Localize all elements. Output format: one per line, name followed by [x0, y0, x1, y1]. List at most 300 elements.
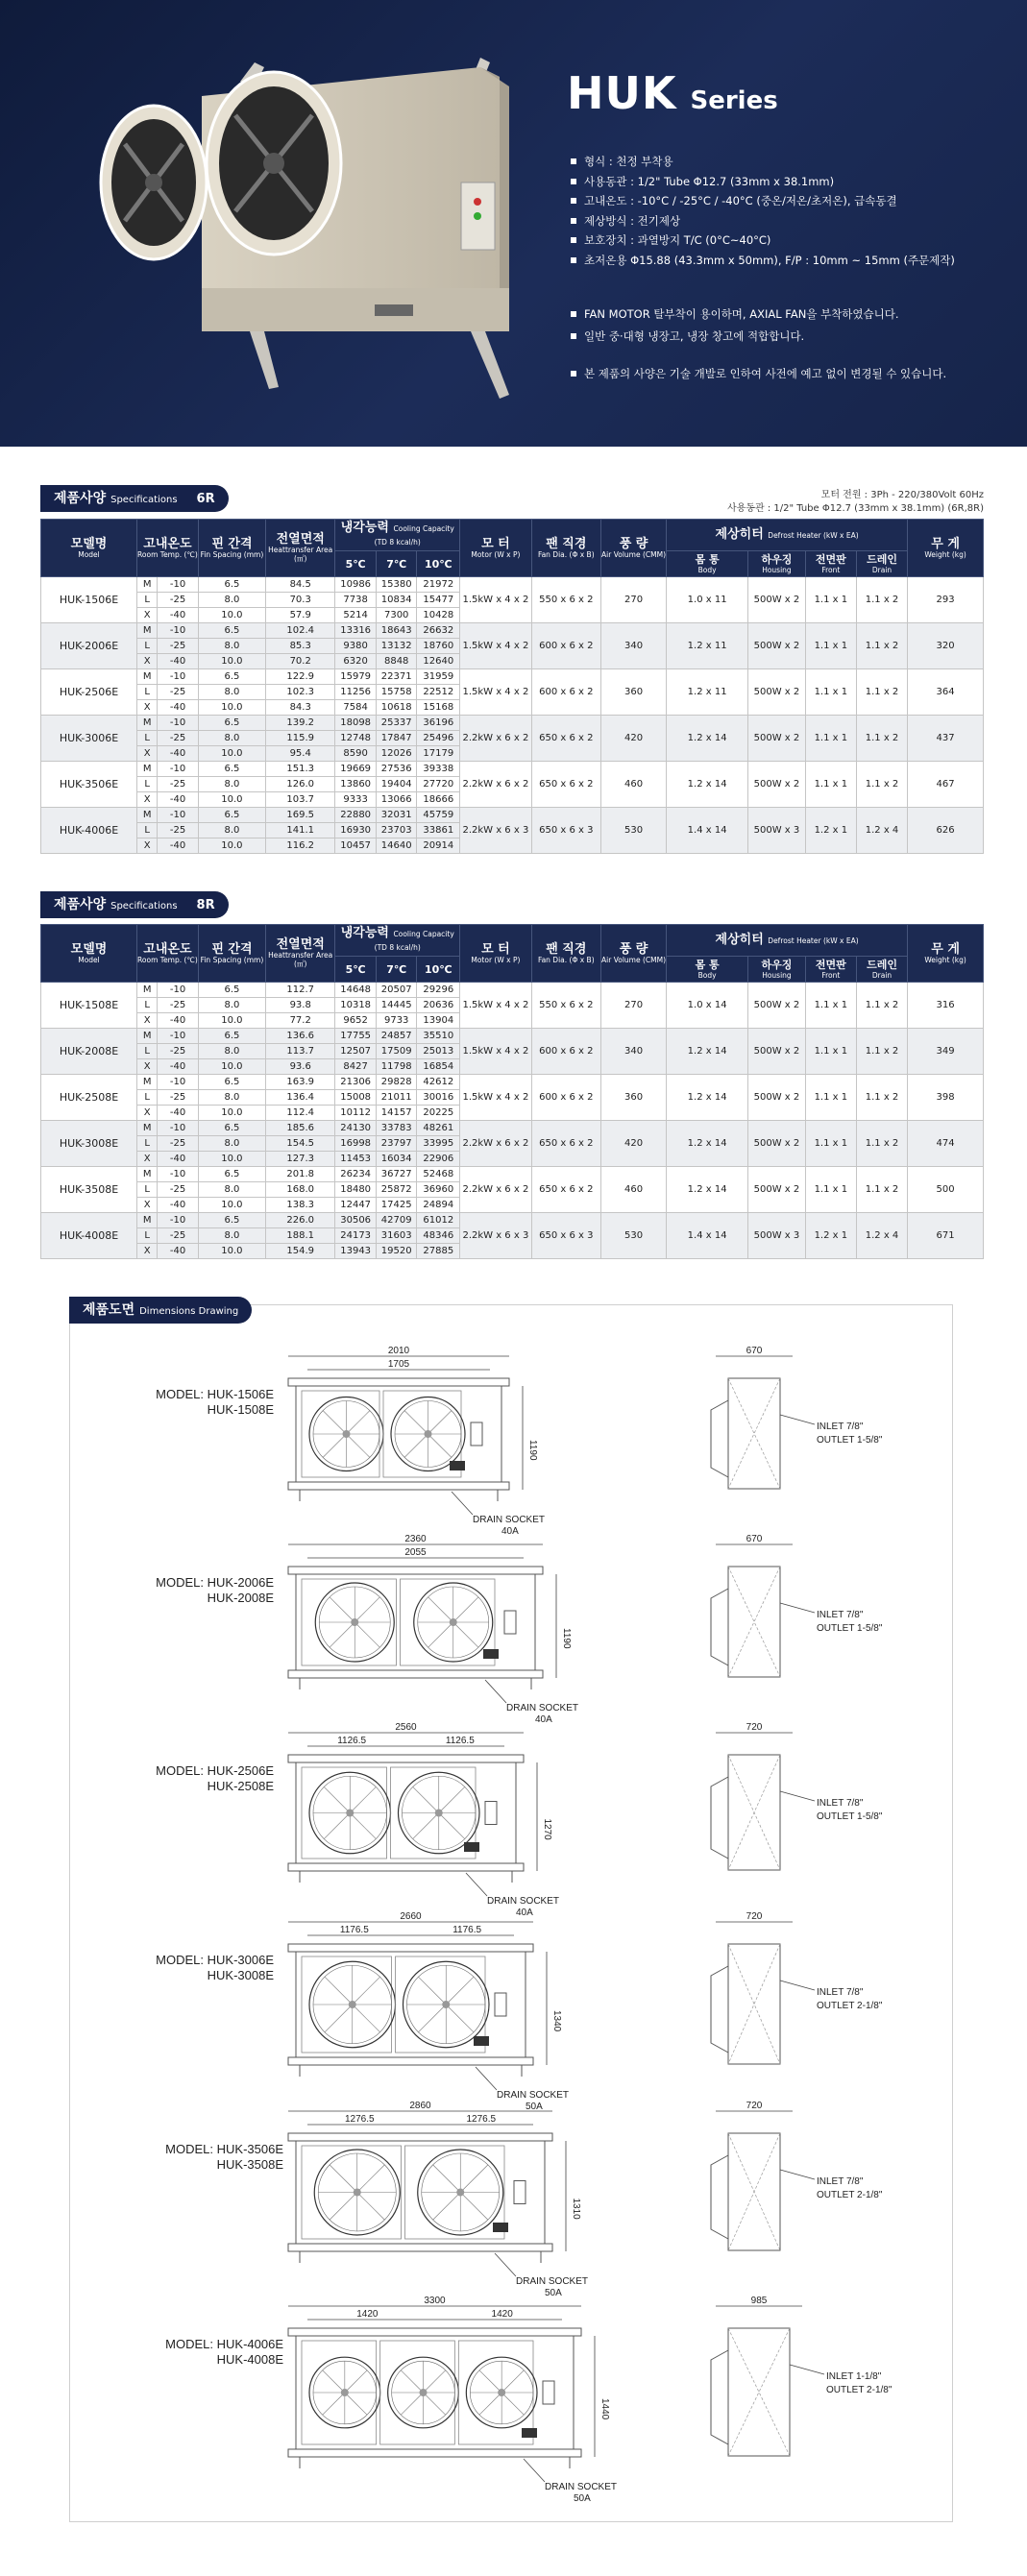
body-cell: 1.2 x 14 — [667, 1029, 748, 1075]
data-cell: -10 — [158, 623, 199, 639]
model-line-1: MODEL: HUK-2506E — [156, 1763, 274, 1778]
data-cell: 18643 — [376, 623, 417, 639]
data-cell: M — [137, 1167, 158, 1182]
air-cell: 270 — [600, 577, 666, 623]
data-cell: 11453 — [335, 1152, 377, 1167]
data-cell: 16930 — [335, 823, 377, 838]
spec-8r-title — [40, 891, 229, 918]
note-list — [571, 304, 946, 385]
data-cell: -40 — [158, 1106, 199, 1121]
data-cell: 151.3 — [266, 762, 335, 777]
data-cell: 27885 — [417, 1244, 460, 1259]
data-cell: 13132 — [376, 639, 417, 654]
data-cell: 10457 — [335, 838, 377, 854]
data-cell: -40 — [158, 838, 199, 854]
data-cell: 21011 — [376, 1090, 417, 1106]
body-cell: 1.2 x 14 — [667, 1121, 748, 1167]
data-cell: 22906 — [417, 1152, 460, 1167]
data-cell: X — [137, 1198, 158, 1213]
drain-size-label: 40A — [535, 1714, 552, 1725]
drain-cell: 1.1 x 2 — [856, 577, 907, 623]
front-cell: 1.1 x 1 — [805, 1167, 856, 1213]
data-cell: -25 — [158, 639, 199, 654]
data-cell: 18760 — [417, 639, 460, 654]
data-cell: 17755 — [335, 1029, 377, 1044]
motor-cell: 2.2kW x 6 x 3 — [460, 808, 531, 854]
data-cell: 136.4 — [266, 1090, 335, 1106]
data-cell: 8.0 — [198, 777, 265, 792]
body-cell: 1.4 x 14 — [667, 808, 748, 854]
body-cell: 1.2 x 14 — [667, 716, 748, 762]
spec-title-en: Specifications — [110, 901, 178, 911]
data-cell: 8848 — [376, 654, 417, 669]
drawing-title — [69, 1297, 252, 1324]
fan-cell: 650 x 6 x 2 — [531, 762, 600, 808]
data-cell: -25 — [158, 1044, 199, 1059]
body-cell: 1.2 x 14 — [667, 762, 748, 808]
header-fin: 핀 간격 Fin Spacing (mm) — [198, 520, 265, 577]
data-cell: 8.0 — [198, 639, 265, 654]
header-10c: 10℃ — [417, 957, 460, 983]
housing-cell: 500W x 2 — [748, 1167, 806, 1213]
body-cell: 1.2 x 11 — [667, 669, 748, 716]
data-cell: M — [137, 808, 158, 823]
motor-cell: 1.5kW x 4 x 2 — [460, 1075, 531, 1121]
data-cell: L — [137, 823, 158, 838]
header-5c: 5℃ — [335, 551, 377, 577]
hero-banner — [0, 0, 1027, 447]
data-cell: 15979 — [335, 669, 377, 685]
body-cell: 1.2 x 11 — [667, 623, 748, 669]
drain-size-label: 50A — [526, 2102, 543, 2112]
model-line-2: HUK-3008E — [207, 1968, 274, 1982]
header-motor: 모 터 Motor (W x P) — [460, 520, 531, 577]
weight-cell: 500 — [908, 1167, 984, 1213]
data-cell: 20914 — [417, 838, 460, 854]
model-line-1: MODEL: HUK-2006E — [156, 1575, 274, 1590]
data-cell: 141.1 — [266, 823, 335, 838]
model-cell: HUK-1508E — [41, 983, 137, 1029]
data-cell: 6.5 — [198, 1121, 265, 1136]
inlet-label: INLET 1-1/8" — [826, 2371, 882, 2382]
data-cell: 12640 — [417, 654, 460, 669]
feature-list — [571, 152, 955, 270]
data-cell: -40 — [158, 700, 199, 716]
spec-rows-label: 8R — [196, 898, 215, 912]
data-cell: 22512 — [417, 685, 460, 700]
note-item: FAN MOTOR 탈부착이 용이하며, AXIAL FAN을 부착하였습니다. — [571, 304, 946, 326]
inlet-label: INLET 7/8" — [817, 1987, 864, 1998]
front-cell: 1.1 x 1 — [805, 669, 856, 716]
data-cell: 16854 — [417, 1059, 460, 1075]
drawing-svg — [0, 1531, 1027, 1723]
data-cell: -25 — [158, 1228, 199, 1244]
header-cap: 냉각능력 Cooling Capacity (TD 8 kcal/h) — [335, 520, 460, 551]
data-cell: X — [137, 1152, 158, 1167]
data-cell: 10112 — [335, 1106, 377, 1121]
data-cell: 48261 — [417, 1121, 460, 1136]
data-cell: 13316 — [335, 623, 377, 639]
data-cell: 48346 — [417, 1228, 460, 1244]
data-cell: 154.9 — [266, 1244, 335, 1259]
table-row — [41, 762, 984, 777]
data-cell: 9652 — [335, 1013, 377, 1029]
data-cell: M — [137, 623, 158, 639]
air-cell: 270 — [600, 983, 666, 1029]
feature-item: 초저온용 Φ15.88 (43.3mm x 50mm), F/P : 10mm ~ 15mm (주문제작) — [571, 251, 955, 271]
data-cell: -10 — [158, 762, 199, 777]
drain-cell: 1.1 x 2 — [856, 1121, 907, 1167]
data-cell: 10.0 — [198, 1106, 265, 1121]
drain-cell: 1.1 x 2 — [856, 983, 907, 1029]
data-cell: -10 — [158, 1121, 199, 1136]
table-row — [41, 716, 984, 731]
housing-cell: 500W x 2 — [748, 577, 806, 623]
data-cell: 61012 — [417, 1213, 460, 1228]
dim-height: 1340 — [551, 2010, 562, 2032]
data-cell: 23797 — [376, 1136, 417, 1152]
fan-cell: 600 x 6 x 2 — [531, 623, 600, 669]
data-cell: 126.0 — [266, 777, 335, 792]
data-cell: X — [137, 838, 158, 854]
data-cell: L — [137, 1044, 158, 1059]
header-model: 모델명 Model — [41, 520, 137, 577]
data-cell: 22880 — [335, 808, 377, 823]
data-cell: 15168 — [417, 700, 460, 716]
data-cell: X — [137, 1013, 158, 1029]
data-cell: 24857 — [376, 1029, 417, 1044]
data-cell: 8.0 — [198, 998, 265, 1013]
table-row — [41, 669, 984, 685]
drain-cell: 1.1 x 2 — [856, 669, 907, 716]
data-cell: 25337 — [376, 716, 417, 731]
data-cell: 8.0 — [198, 823, 265, 838]
data-cell: -10 — [158, 716, 199, 731]
drain-cell: 1.1 x 2 — [856, 1029, 907, 1075]
data-cell: -40 — [158, 654, 199, 669]
data-cell: 10.0 — [198, 1152, 265, 1167]
data-cell: 9333 — [335, 792, 377, 808]
data-cell: 6.5 — [198, 1075, 265, 1090]
dim-height: 1190 — [561, 1628, 572, 1649]
header-weight: 무 게 Weight (kg) — [908, 925, 984, 983]
data-cell: 10.0 — [198, 1059, 265, 1075]
motor-cell: 2.2kW x 6 x 3 — [460, 1213, 531, 1259]
data-cell: 15758 — [376, 685, 417, 700]
inlet-label: INLET 7/8" — [817, 1610, 864, 1620]
data-cell: -10 — [158, 669, 199, 685]
data-cell: 10.0 — [198, 608, 265, 623]
data-cell: 185.6 — [266, 1121, 335, 1136]
weight-cell: 364 — [908, 669, 984, 716]
model-cell: HUK-2506E — [41, 669, 137, 716]
housing-cell: 500W x 2 — [748, 1121, 806, 1167]
dim-total: 3300 — [424, 2296, 446, 2306]
drain-socket-label: DRAIN SOCKET — [545, 2482, 618, 2492]
header-7c: 7℃ — [376, 551, 417, 577]
note-item: 본 제품의 사양은 기술 개발로 인하여 사전에 예고 없이 변경될 수 있습니다. — [571, 363, 946, 385]
front-cell: 1.1 x 1 — [805, 1075, 856, 1121]
inlet-label: INLET 7/8" — [817, 2176, 864, 2187]
data-cell: 15380 — [376, 577, 417, 593]
data-cell: 19669 — [335, 762, 377, 777]
data-cell: 10.0 — [198, 746, 265, 762]
header-area: 전열면적 Heattransfer Area (㎡) — [266, 925, 335, 983]
model-cell: HUK-2006E — [41, 623, 137, 669]
data-cell: 6.5 — [198, 716, 265, 731]
data-cell: 14157 — [376, 1106, 417, 1121]
housing-cell: 500W x 3 — [748, 1213, 806, 1259]
feature-item: 제상방식 : 전기제상 — [571, 211, 955, 231]
data-cell: 27720 — [417, 777, 460, 792]
data-cell: 12447 — [335, 1198, 377, 1213]
data-cell: X — [137, 1244, 158, 1259]
data-cell: 17509 — [376, 1044, 417, 1059]
data-cell: 31959 — [417, 669, 460, 685]
data-cell: 8.0 — [198, 1182, 265, 1198]
data-cell: 42612 — [417, 1075, 460, 1090]
data-cell: 77.2 — [266, 1013, 335, 1029]
front-cell: 1.1 x 1 — [805, 623, 856, 669]
data-cell: 20225 — [417, 1106, 460, 1121]
data-cell: 13943 — [335, 1244, 377, 1259]
data-cell: -40 — [158, 1152, 199, 1167]
series-title — [567, 67, 778, 119]
housing-cell: 500W x 2 — [748, 716, 806, 762]
data-cell: 7300 — [376, 608, 417, 623]
data-cell: 25013 — [417, 1044, 460, 1059]
weight-cell: 474 — [908, 1121, 984, 1167]
note-item: 일반 중·대형 냉장고, 냉장 창고에 적합합니다. — [571, 326, 946, 348]
data-cell: L — [137, 1090, 158, 1106]
data-cell: 10.0 — [198, 1244, 265, 1259]
outlet-label: OUTLET 2-1/8" — [817, 2190, 883, 2200]
data-cell: X — [137, 654, 158, 669]
outlet-label: OUTLET 2-1/8" — [826, 2385, 893, 2395]
data-cell: 14640 — [376, 838, 417, 854]
data-cell: 6.5 — [198, 762, 265, 777]
motor-cell: 2.2kW x 6 x 2 — [460, 762, 531, 808]
weight-cell: 293 — [908, 577, 984, 623]
model-line-2: HUK-4008E — [216, 2352, 283, 2367]
data-cell: 36196 — [417, 716, 460, 731]
housing-cell: 500W x 2 — [748, 669, 806, 716]
data-cell: 31603 — [376, 1228, 417, 1244]
data-cell: L — [137, 777, 158, 792]
data-cell: 113.7 — [266, 1044, 335, 1059]
data-cell: 7738 — [335, 593, 377, 608]
model-line-1: MODEL: HUK-3006E — [156, 1953, 274, 1967]
data-cell: -40 — [158, 1244, 199, 1259]
data-cell: 169.5 — [266, 808, 335, 823]
dim-half: 1176.5 — [452, 1925, 482, 1935]
model-line-2: HUK-2508E — [207, 1779, 274, 1793]
data-cell: 127.3 — [266, 1152, 335, 1167]
data-cell: 102.3 — [266, 685, 335, 700]
drain-cell: 1.2 x 4 — [856, 1213, 907, 1259]
housing-cell: 500W x 2 — [748, 762, 806, 808]
air-cell: 460 — [600, 1167, 666, 1213]
data-cell: -40 — [158, 792, 199, 808]
data-cell: -25 — [158, 777, 199, 792]
drain-socket-label: DRAIN SOCKET — [473, 1515, 546, 1525]
data-cell: 9733 — [376, 1013, 417, 1029]
fan-cell: 600 x 6 x 2 — [531, 1029, 600, 1075]
motor-power-note: 모터 전원 : 3Ph - 220/380Volt 60Hz — [820, 490, 984, 500]
spec-note — [727, 489, 984, 516]
air-cell: 530 — [600, 808, 666, 854]
data-cell: 18480 — [335, 1182, 377, 1198]
spec-title-text: 제품사양 — [54, 897, 107, 912]
data-cell: 8.0 — [198, 1136, 265, 1152]
motor-cell: 1.5kW x 4 x 2 — [460, 669, 531, 716]
fan-cell: 600 x 6 x 2 — [531, 669, 600, 716]
outlet-label: OUTLET 1-5/8" — [817, 1623, 883, 1634]
data-cell: -25 — [158, 1090, 199, 1106]
dim-height: 1270 — [542, 1818, 552, 1840]
data-cell: -10 — [158, 1213, 199, 1228]
data-cell: 18666 — [417, 792, 460, 808]
fan-cell: 650 x 6 x 3 — [531, 1213, 600, 1259]
header-5c: 5℃ — [335, 957, 377, 983]
data-cell: 10.0 — [198, 1013, 265, 1029]
data-cell: -10 — [158, 1075, 199, 1090]
dim-side: 670 — [746, 1346, 763, 1356]
data-cell: 95.4 — [266, 746, 335, 762]
data-cell: 8.0 — [198, 593, 265, 608]
data-cell: 25872 — [376, 1182, 417, 1198]
dim-side: 670 — [746, 1534, 763, 1544]
front-cell: 1.1 x 1 — [805, 577, 856, 623]
data-cell: -25 — [158, 998, 199, 1013]
data-cell: 33861 — [417, 823, 460, 838]
data-cell: 16998 — [335, 1136, 377, 1152]
dim-side: 720 — [746, 2101, 763, 2111]
data-cell: 70.2 — [266, 654, 335, 669]
dim-half: 1126.5 — [445, 1736, 475, 1746]
data-cell: L — [137, 593, 158, 608]
air-cell: 420 — [600, 1121, 666, 1167]
data-cell: 14445 — [376, 998, 417, 1013]
model-cell: HUK-4008E — [41, 1213, 137, 1259]
header-front: 전면판 Front — [805, 957, 856, 983]
data-cell: 13066 — [376, 792, 417, 808]
data-cell: 21972 — [417, 577, 460, 593]
product-photo — [58, 43, 557, 408]
model-cell: HUK-3508E — [41, 1167, 137, 1213]
body-cell: 1.0 x 14 — [667, 983, 748, 1029]
header-area: 전열면적 Heattransfer Area (㎡) — [266, 520, 335, 577]
weight-cell: 320 — [908, 623, 984, 669]
data-cell: -10 — [158, 577, 199, 593]
model-line-1: MODEL: HUK-4006E — [165, 2337, 283, 2351]
dim-side: 720 — [746, 1911, 763, 1922]
data-cell: -25 — [158, 593, 199, 608]
data-cell: X — [137, 1106, 158, 1121]
data-cell: 57.9 — [266, 608, 335, 623]
fan-cell: 550 x 6 x 2 — [531, 577, 600, 623]
data-cell: 5214 — [335, 608, 377, 623]
data-cell: X — [137, 608, 158, 623]
data-cell: 22371 — [376, 669, 417, 685]
data-cell: M — [137, 716, 158, 731]
data-cell: -25 — [158, 1136, 199, 1152]
data-cell: 17179 — [417, 746, 460, 762]
data-cell: 10.0 — [198, 700, 265, 716]
data-cell: 36960 — [417, 1182, 460, 1198]
drain-cell: 1.1 x 2 — [856, 762, 907, 808]
data-cell: 115.9 — [266, 731, 335, 746]
weight-cell: 349 — [908, 1029, 984, 1075]
data-cell: 36727 — [376, 1167, 417, 1182]
data-cell: L — [137, 639, 158, 654]
data-cell: -25 — [158, 823, 199, 838]
data-cell: 17425 — [376, 1198, 417, 1213]
table-row — [41, 808, 984, 823]
data-cell: M — [137, 983, 158, 998]
drain-size-label: 40A — [501, 1526, 519, 1537]
dim-half: 1276.5 — [466, 2114, 497, 2125]
data-cell: 10.0 — [198, 654, 265, 669]
spec-6r-title — [40, 485, 229, 512]
dim-half: 1126.5 — [337, 1736, 367, 1746]
data-cell: -10 — [158, 808, 199, 823]
data-cell: 6.5 — [198, 808, 265, 823]
outlet-label: OUTLET 1-5/8" — [817, 1811, 883, 1822]
table-row — [41, 983, 984, 998]
data-cell: 6.5 — [198, 577, 265, 593]
model-cell: HUK-2008E — [41, 1029, 137, 1075]
series-main: HUK — [567, 67, 677, 119]
header-motor: 모 터 Motor (W x P) — [460, 925, 531, 983]
drawing-svg — [0, 2293, 1027, 2504]
data-cell: 6.5 — [198, 983, 265, 998]
model-cell: HUK-4006E — [41, 808, 137, 854]
feature-item: 보호장치 : 과열방지 T/C (0°C~40°C) — [571, 231, 955, 251]
fan-cell: 650 x 6 x 3 — [531, 808, 600, 854]
air-cell: 340 — [600, 623, 666, 669]
data-cell: 10.0 — [198, 1198, 265, 1213]
data-cell: 8.0 — [198, 685, 265, 700]
table-row — [41, 623, 984, 639]
drawing-title-en: Dimensions Drawing — [139, 1306, 239, 1317]
data-cell: 8.0 — [198, 1090, 265, 1106]
data-cell: 103.7 — [266, 792, 335, 808]
fan-cell: 550 x 6 x 2 — [531, 983, 600, 1029]
dim-half: 1420 — [491, 2309, 513, 2320]
body-cell: 1.2 x 14 — [667, 1167, 748, 1213]
inlet-label: INLET 7/8" — [817, 1422, 864, 1432]
data-cell: 15008 — [335, 1090, 377, 1106]
drain-socket-label: DRAIN SOCKET — [506, 1703, 579, 1713]
data-cell: 84.5 — [266, 577, 335, 593]
data-cell: 10318 — [335, 998, 377, 1013]
data-cell: M — [137, 762, 158, 777]
body-cell: 1.2 x 14 — [667, 1075, 748, 1121]
data-cell: 17847 — [376, 731, 417, 746]
table-row — [41, 1213, 984, 1228]
data-cell: -40 — [158, 1198, 199, 1213]
model-cell: HUK-3006E — [41, 716, 137, 762]
data-cell: 116.2 — [266, 838, 335, 854]
data-cell: 12748 — [335, 731, 377, 746]
data-cell: 8590 — [335, 746, 377, 762]
front-cell: 1.2 x 1 — [805, 1213, 856, 1259]
data-cell: M — [137, 577, 158, 593]
data-cell: 112.7 — [266, 983, 335, 998]
data-cell: 226.0 — [266, 1213, 335, 1228]
data-cell: M — [137, 1213, 158, 1228]
